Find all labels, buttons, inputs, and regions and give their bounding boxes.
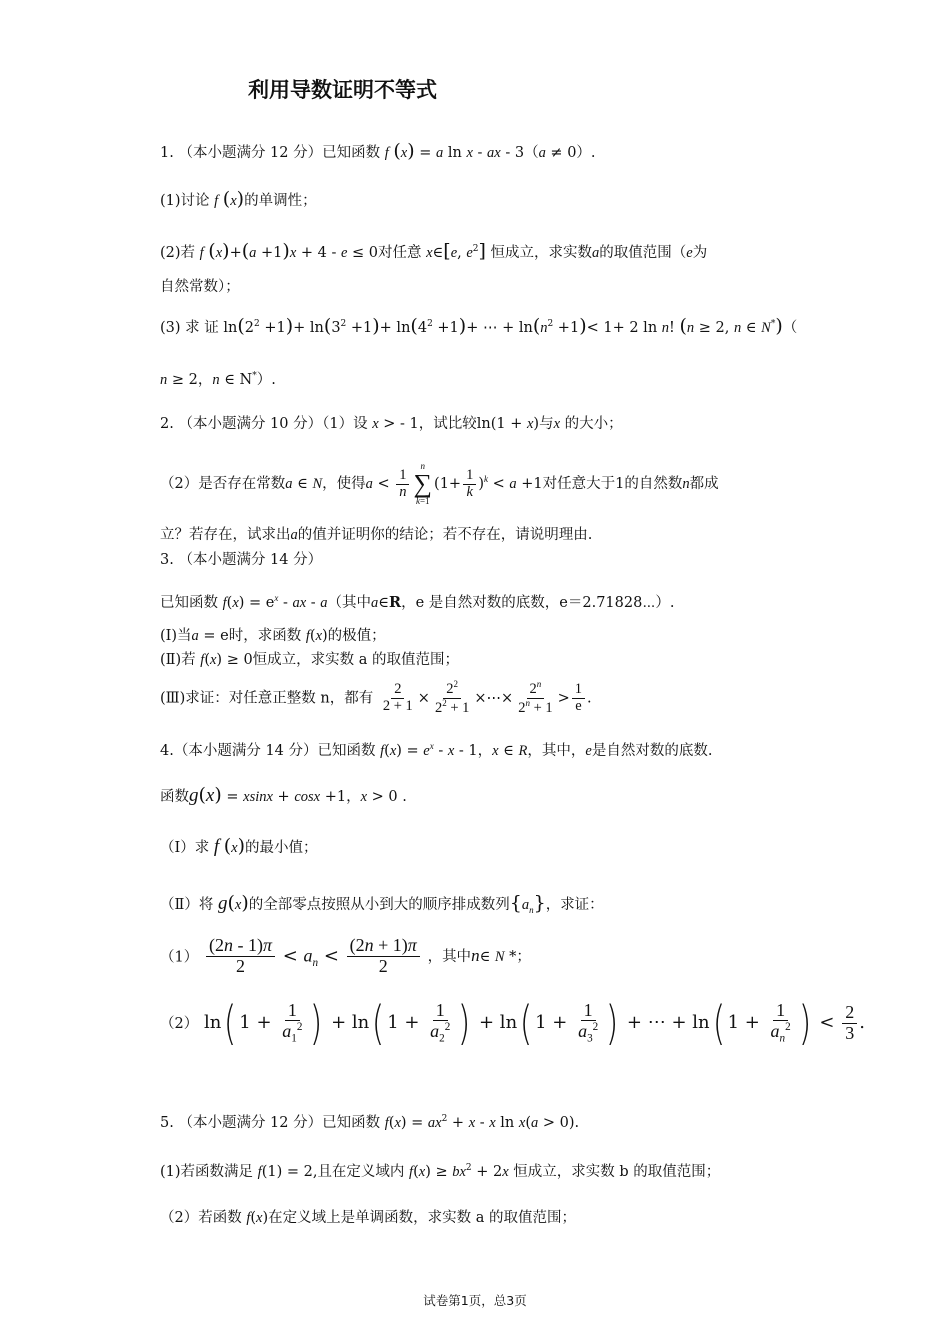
problem-2-header: 2. （本小题满分 10 分）（1）设 x > - 1，试比较ln(1 + x)与x 的大小； [160,416,623,432]
problem-3-part-1: (Ⅰ)当a = e时，求函数 f(x)的极值； [160,628,386,644]
problem-4-part-2: （Ⅱ）将 g(x)的全部零点按照从小到大的顺序排成数列$\{a_n\}$，求证： [160,892,604,915]
problem-4-sub-2: （2） ln( 1 + $\frac{1}{a_1^2}$ ) + ln( 1 + $\frac{1}{a_2^2}$ ) + ln( 1 + $\frac{1}{a_3^2}$ ) + ⋯ + ln( 1 + $\frac{1}{a_n^2}$ ) < $\frac{2}{3}$ . [160,996,865,1050]
problem-1-part-3-cont: n ≥ 2，n ∈ N*）. [160,371,276,388]
problem-1-part-2-cont: 自然常数）； [160,279,240,295]
problem-2-part-2: （2）是否存在常数a ∈ N，使得a < $\frac{1}{n}$ n ∑ k=1 (1+ $\frac{1}{k}$ )$^k$ < a +1对任意大于1的自然数n都成 [160,461,719,506]
problem-1-header: 1. （本小题满分 12 分）已知函数 f (x) = a ln x - ax - 3（a ≠ 0）. [160,140,596,162]
problem-1-part-2: (2)若 f (x)+(a +1)x + 4 - e ≤ 0对任意 x∈[e, $e^2$] 恒成立，求实数a的取值范围（e为 [160,239,708,262]
problem-4-header: 4.（本小题满分 14 分）已知函数 $f(x) = e^x - x - 1$，x ∈ R，其中，e是自然对数的底数. [160,741,713,759]
page-footer: 试卷第1页，总3页 [423,1293,527,1308]
problem-5-part-2: （2）若函数 f(x)在定义域上是单调函数，求实数 a 的取值范围； [160,1210,577,1226]
problem-4-part-1: （Ⅰ）求 f (x)的最小值； [160,835,318,857]
page-title: 利用导数证明不等式 [248,78,437,102]
problem-3-given: 已知函数 $f(x) = e^x$ - ax - a（其中a∈R，e 是自然对数的底数，e＝2.71828⋯）. [160,593,675,611]
problem-2-part-2-cont: 立？若存在，试求出a的值并证明你的结论；若不存在，请说明理由. [160,527,593,543]
problem-5-part-1: (1)若函数满足 f(1) = 2,且在定义域内 $f(x) \ge bx^2 + 2x$ 恒成立，求实数 b 的取值范围； [160,1163,721,1180]
problem-3-part-3: (Ⅲ)求证：对任意正整数 n，都有 $\frac{2}{2 + 1}$ × $\frac{2^2}{2^2 + 1}$ ×⋯× $\frac{2^n}{2^n + 1}$ > $\frac{1}{e}$ . [160,679,592,716]
problem-3-header: 3. （本小题满分 14 分） [160,552,323,568]
problem-3-part-2: (Ⅱ)若 f(x) ≥ 0恒成立，求实数 a 的取值范围； [160,652,460,668]
problem-5-header: 5. （本小题满分 12 分）已知函数 $f(x) = ax^2 + x - x$ ln x(a > 0). [160,1114,580,1131]
problem-1-part-1: (1)讨论 f (x)的单调性； [160,188,317,210]
problem-4-sub-1: （1） $\frac{(2n - 1)\pi}{2}$ < $a_n$ < $\frac{(2n + 1)\pi}{2}$ ，其中n∈ N *； [160,935,531,976]
problem-4-g-function: 函数g(x) = xsinx + cosx +1，x > 0 . [160,784,407,806]
problem-1-part-3: (3) 求 证 $\ln(2^2 +1)+ \ln(3^2 +1)+ \ln(4^2 +1)+$ ⋯ + $\ln(n^2 +1)< 1+ 2$ ln n! (n ≥ 2, n ∈ N*)（ [160,314,798,337]
